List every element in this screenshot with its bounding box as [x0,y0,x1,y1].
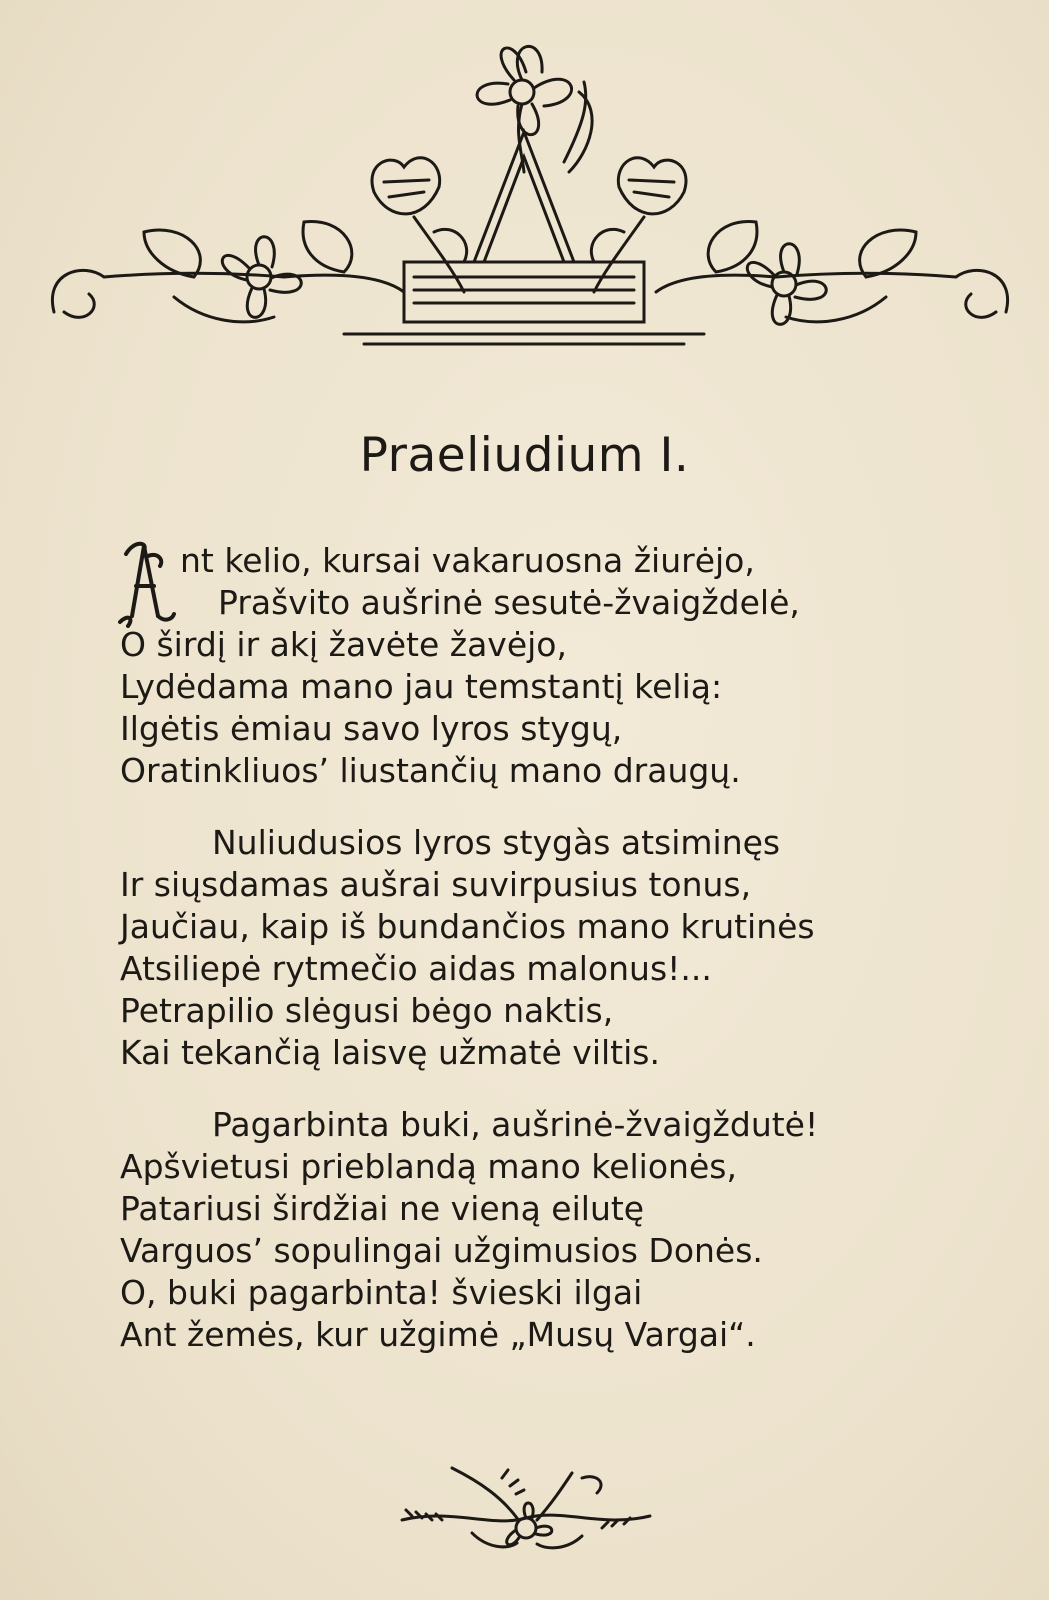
poem-title: Praeliudium I. [359,428,690,483]
poem-body [120,540,920,1356]
floral-footer-ornament [392,1458,660,1560]
stanza-2-line-2: Ir siųsdamas aušrai suvirpusius tonus, [120,865,752,904]
dropcap-letter-a [114,536,178,628]
stanza-3-line-1: Pagarbinta buki, aušrinė-žvaigždutė! [212,1105,819,1144]
stanza-1-line-2: Prašvito aušrinė sesutė-žvaigždelė, [218,583,800,622]
stanza-3-line-5: O, buki pagarbinta! švieski ilgai [120,1273,643,1312]
stanza-1-line-4: Lydėdama mano jau temstantį kelią: [120,667,723,706]
stanza-1-line-5: Ilgėtis ėmiau savo lyros stygų, [120,709,623,748]
stanza-2-line-6: Kai tekančią laisvę užmatė viltis. [120,1033,660,1072]
stanza-gap [120,792,920,822]
stanza-3-line-3: Patariusi širdžiai ne vieną eilutę [120,1189,645,1228]
stanza-2-line-1: Nuliudusios lyros stygàs atsiminęs [212,823,781,862]
stanza-gap [120,1074,920,1104]
stanza-3-line-2: Apšvietusi prieblandą mano kelionės, [120,1147,737,1186]
stanza-2-line-3: Jaučiau, kaip iš bundančios mano krutinės [120,907,815,946]
floral-header-ornament [44,22,1016,352]
stanza-2-line-5: Petrapilio slėgusi bėgo naktis, [120,991,614,1030]
stanza-3-line-4: Varguos’ sopulingai užgimusios Donės. [120,1231,763,1270]
stanza-1-line-1: nt kelio, kursai vakaruosna žiurėjo, [180,541,755,580]
stanza-1-line-3: O širdį ir akį žavėte žavėjo, [120,625,567,664]
stanza-2-line-4: Atsiliepė rytmečio aidas malonus!... [120,949,712,988]
stanza-3-line-6: Ant žemės, kur užgimė „Musų Vargai“. [120,1315,756,1354]
stanza-1-line-6: Oratinkliuos’ liustančių mano draugų. [120,751,741,790]
